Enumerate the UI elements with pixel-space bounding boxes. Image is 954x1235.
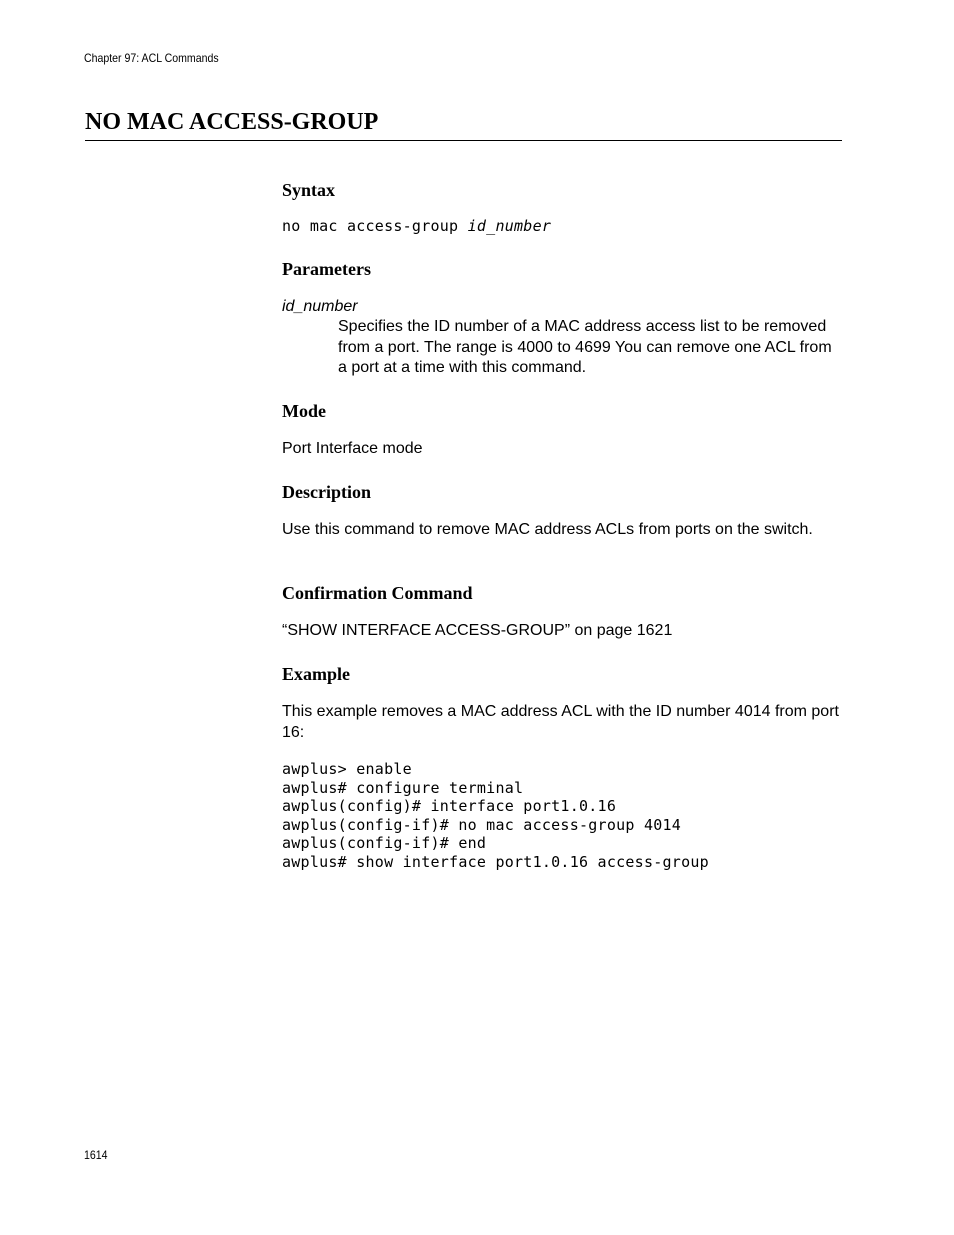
running-header: Chapter 97: ACL Commands [84,51,219,65]
page-title: NO MAC ACCESS-GROUP [85,109,379,135]
page-number: 1614 [84,1148,108,1162]
mode-heading: Mode [282,401,326,421]
confirmation-heading: Confirmation Command [282,583,473,603]
confirmation-reference: “SHOW INTERFACE ACCESS-GROUP” on page 1621 [282,622,673,639]
syntax-argument: id_number [467,217,552,235]
parameters-heading: Parameters [282,259,371,279]
parameter-description: Specifies the ID number of a MAC address access list to be removed from a port. The range is 4000 to 4699 You can remove one ACL from a port at a time with this command. [338,318,832,376]
syntax-heading: Syntax [282,180,336,200]
description-heading: Description [282,482,371,502]
description-text: Use this command to remove MAC address ACLs from ports on the switch. [282,521,813,538]
example-heading: Example [282,664,351,684]
example-text: This example removes a MAC address ACL with the ID number 4014 from port 16: [282,703,839,741]
example-code-block: awplus> enable awplus# configure terminal awplus(config)# interface port1.0.16 awplus(config-if)# no mac access-group 4014 awplus(config-if)# end awplus# show interface port1.0.16 access-group [282,760,709,871]
title-rule [85,140,842,141]
parameter-term: id_number [282,298,358,315]
mode-text: Port Interface mode [282,440,423,457]
syntax-command [282,217,551,236]
syntax-command-text: no mac access-group [282,217,468,235]
